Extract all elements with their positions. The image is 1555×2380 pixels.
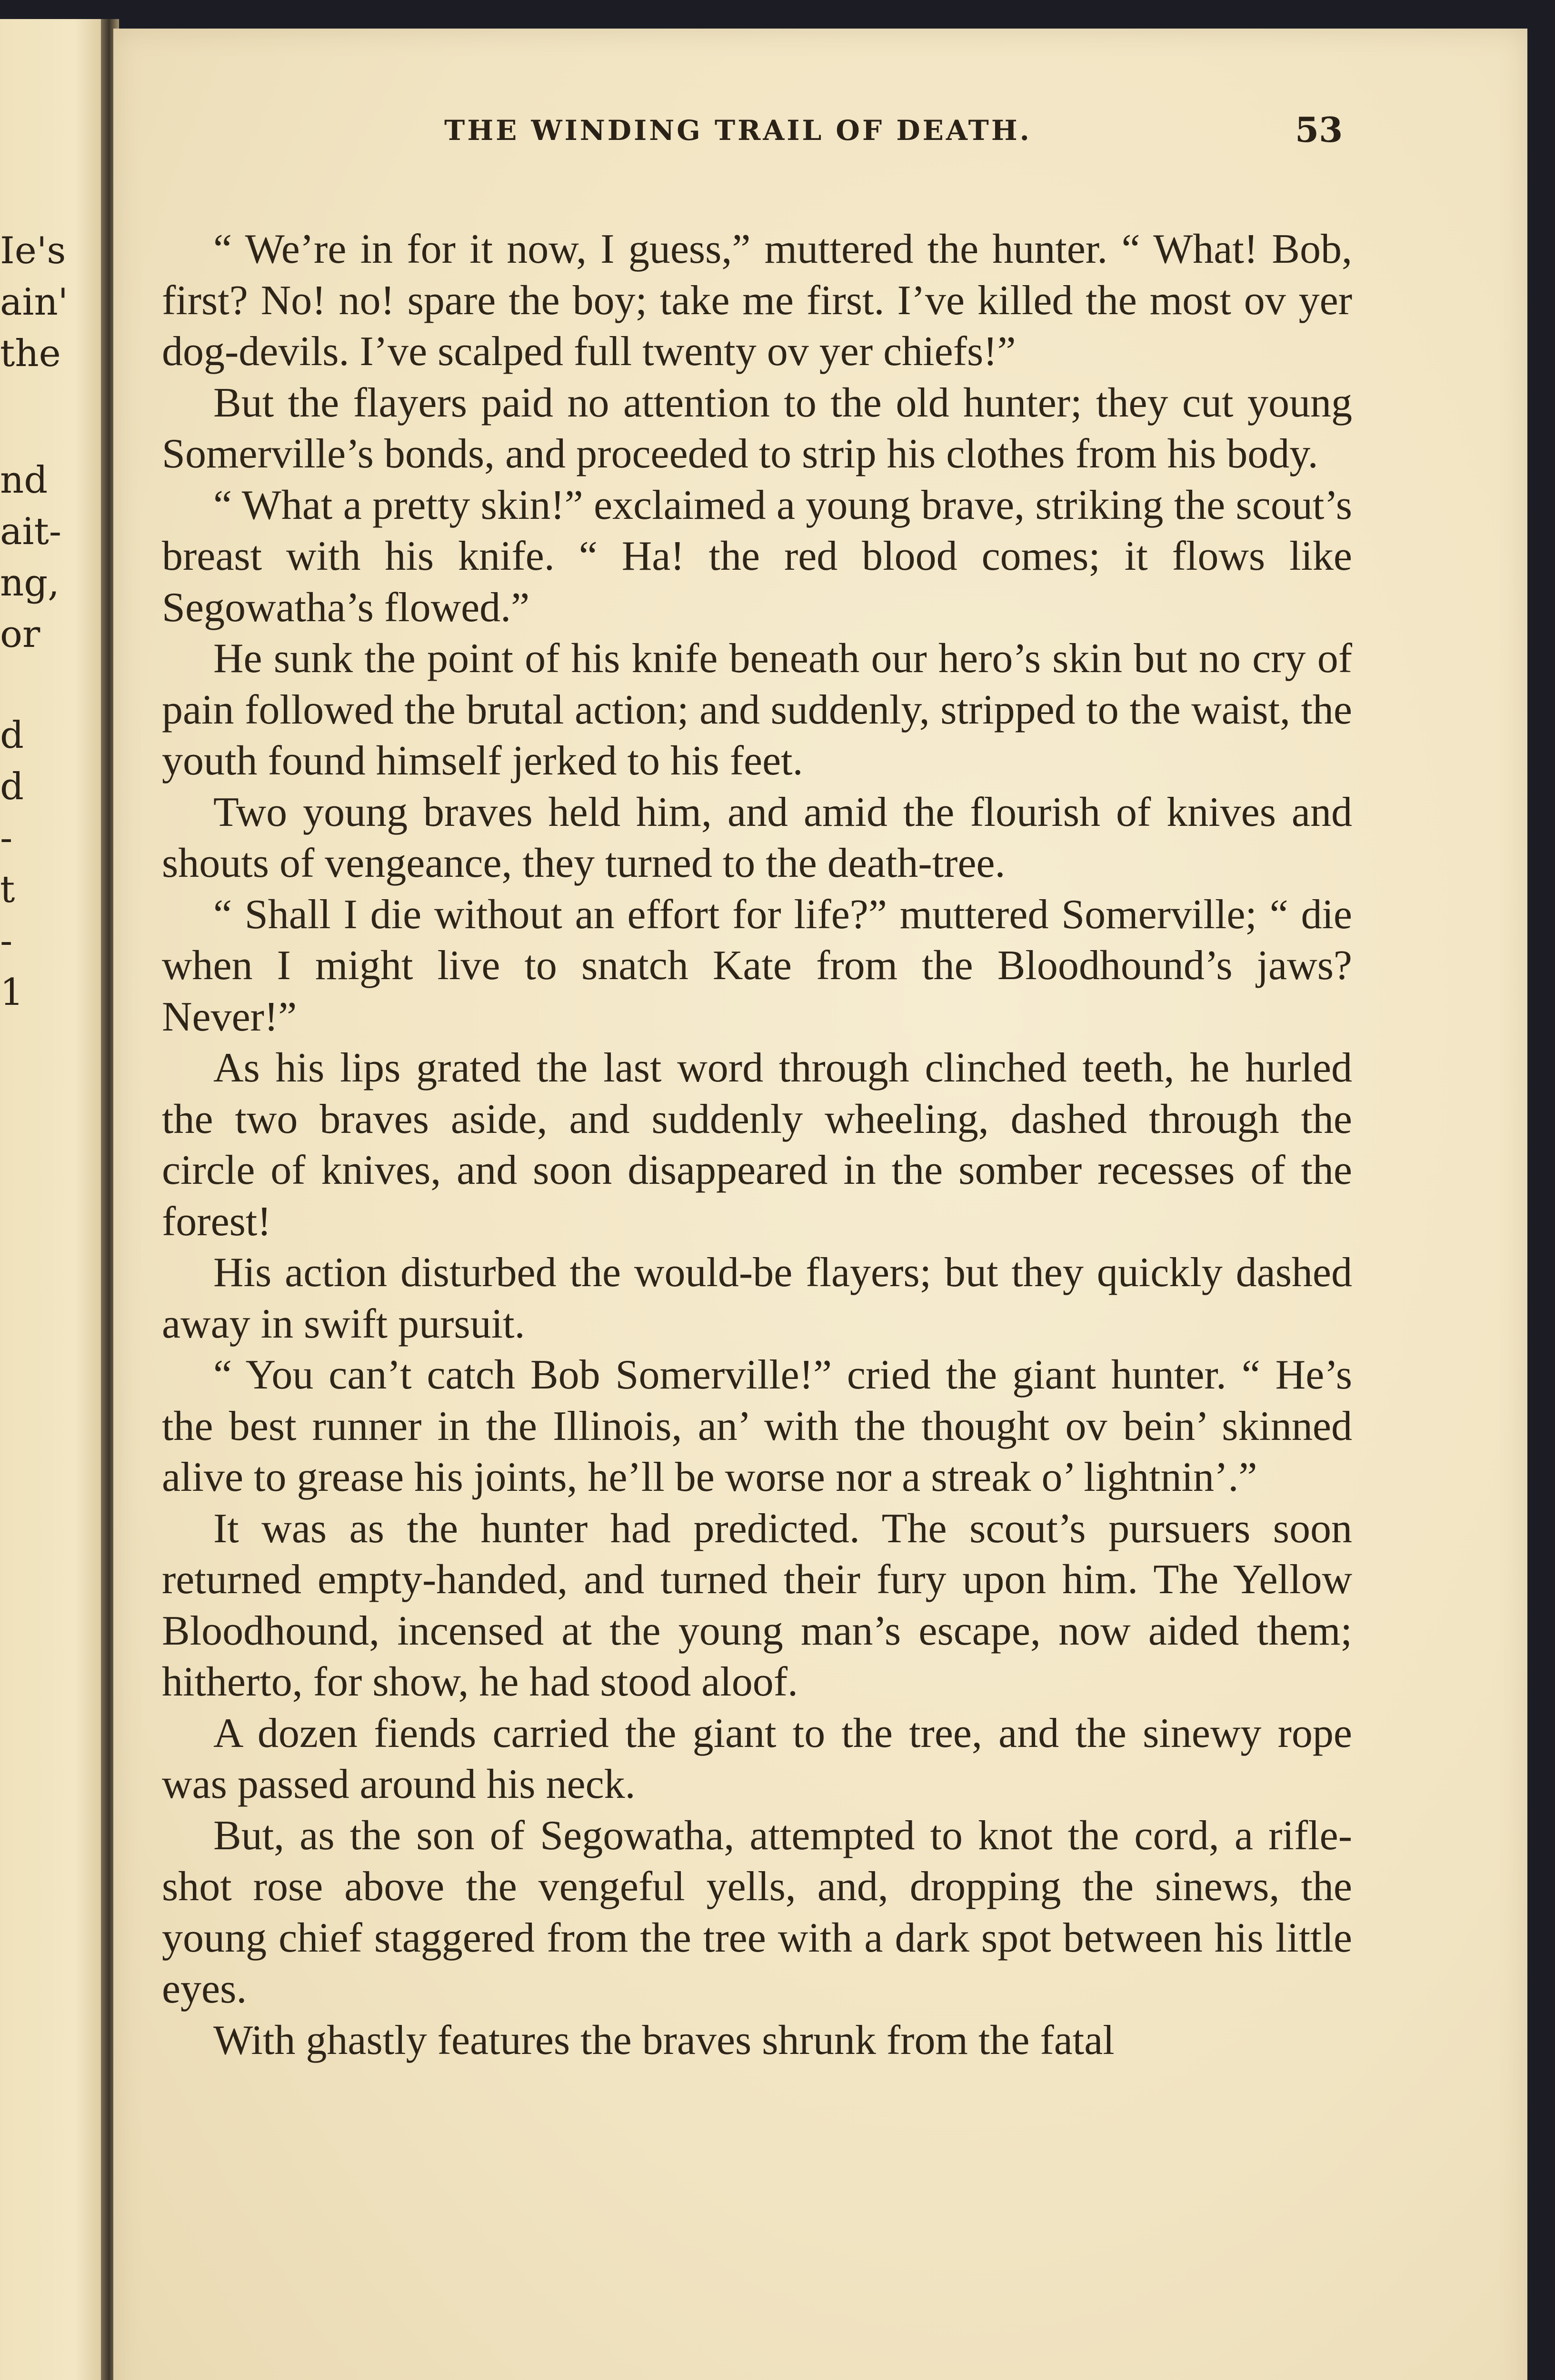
paragraph: But, as the son of Segowatha, attempted to knot the cord, a rifle-shot rose above the vengeful yells, and, dropping the sinews, the young chief staggered from the tree with a dark spot between his little eyes. (162, 1812, 1352, 2012)
paragraph: With ghastly features the braves shrunk from the fatal (213, 2017, 1115, 2063)
previous-page-fragment: d (0, 765, 24, 808)
paragraph: But the flayers paid no attention to the old hunter; they cut young Somerville’s bonds, and proceeded to strip his clothes from his body. (162, 379, 1352, 477)
paragraph: “ Shall I die without an effort for life?” muttered Somerville; “ die when I might live to snatch Kate from the Bloodhound’s jaws? Never!” (162, 891, 1352, 1040)
previous-page-fragment: nd (0, 459, 48, 502)
previous-page-fragment: t (0, 868, 15, 911)
previous-page-fragment: 1 (0, 971, 24, 1014)
paragraph: Two young braves held him, and amid the flourish of knives and shouts of vengeance, they turned to the death-tree. (162, 789, 1352, 886)
page-body-text (162, 224, 1352, 2318)
paragraph: A dozen fiends carried the giant to the tree, and the sinewy rope was passed around his neck. (162, 1710, 1352, 1807)
previous-page-fragment: - (0, 817, 13, 860)
paragraph: “ You can’t catch Bob Somerville!” cried the giant hunter. “ He’s the best runner in the Illinois, an’ with the thought ov bein’ skinned alive to grease his joints, he’ll be worse nor a streak o’ lightnin’.” (162, 1352, 1352, 1500)
paragraph: He sunk the point of his knife beneath our hero’s skin but no cry of pain followed the brutal action; and suddenly, stripped to the waist, the youth found himself jerked to his feet. (162, 635, 1352, 784)
previous-page-fragment: ait- (0, 510, 62, 553)
paragraph: As his lips grated the last word through clinched teeth, he hurled the two braves aside, and suddenly wheeling, dashed through the circle of knives, and soon disappeared in the somber recesses of the forest! (162, 1045, 1352, 1245)
paragraph: His action disturbed the would-be flayers; but they quickly dashed away in swift pursuit. (162, 1250, 1352, 1347)
previous-page-fragment: ng, (0, 562, 60, 605)
paragraph: It was as the hunter had predicted. The scout’s pursuers soon returned empty-handed, and turned their fury upon him. The Yellow Bloodhound, incensed at the young man’s escape, now aided them; hitherto, for show, he had stood aloof. (162, 1505, 1352, 1705)
previous-page-fragment: the (0, 332, 61, 375)
running-title: THE WINDING TRAIL OF DEATH. (444, 114, 1032, 147)
previous-page-fragment: or (0, 613, 40, 656)
previous-page-fragment: Ie's (0, 229, 66, 272)
previous-page-edge (0, 19, 107, 2380)
previous-page-fragment: - (0, 920, 13, 962)
previous-page-fragment: ain' (0, 281, 69, 324)
paragraph: “ What a pretty skin!” exclaimed a young brave, striking the scout’s breast with his knife. “ Ha! the red blood comes; it flows like Segowatha’s flowed.” (162, 482, 1352, 631)
paragraph: “ We’re in for it now, I guess,” muttered the hunter. “ What! Bob, first? No! no! spare the boy; take me first. I’ve killed the most ov yer dog-devils. I’ve scalped full twenty ov yer chiefs!” (162, 226, 1352, 375)
previous-page-fragment: d (0, 714, 24, 757)
page-number: 53 (1295, 109, 1343, 150)
